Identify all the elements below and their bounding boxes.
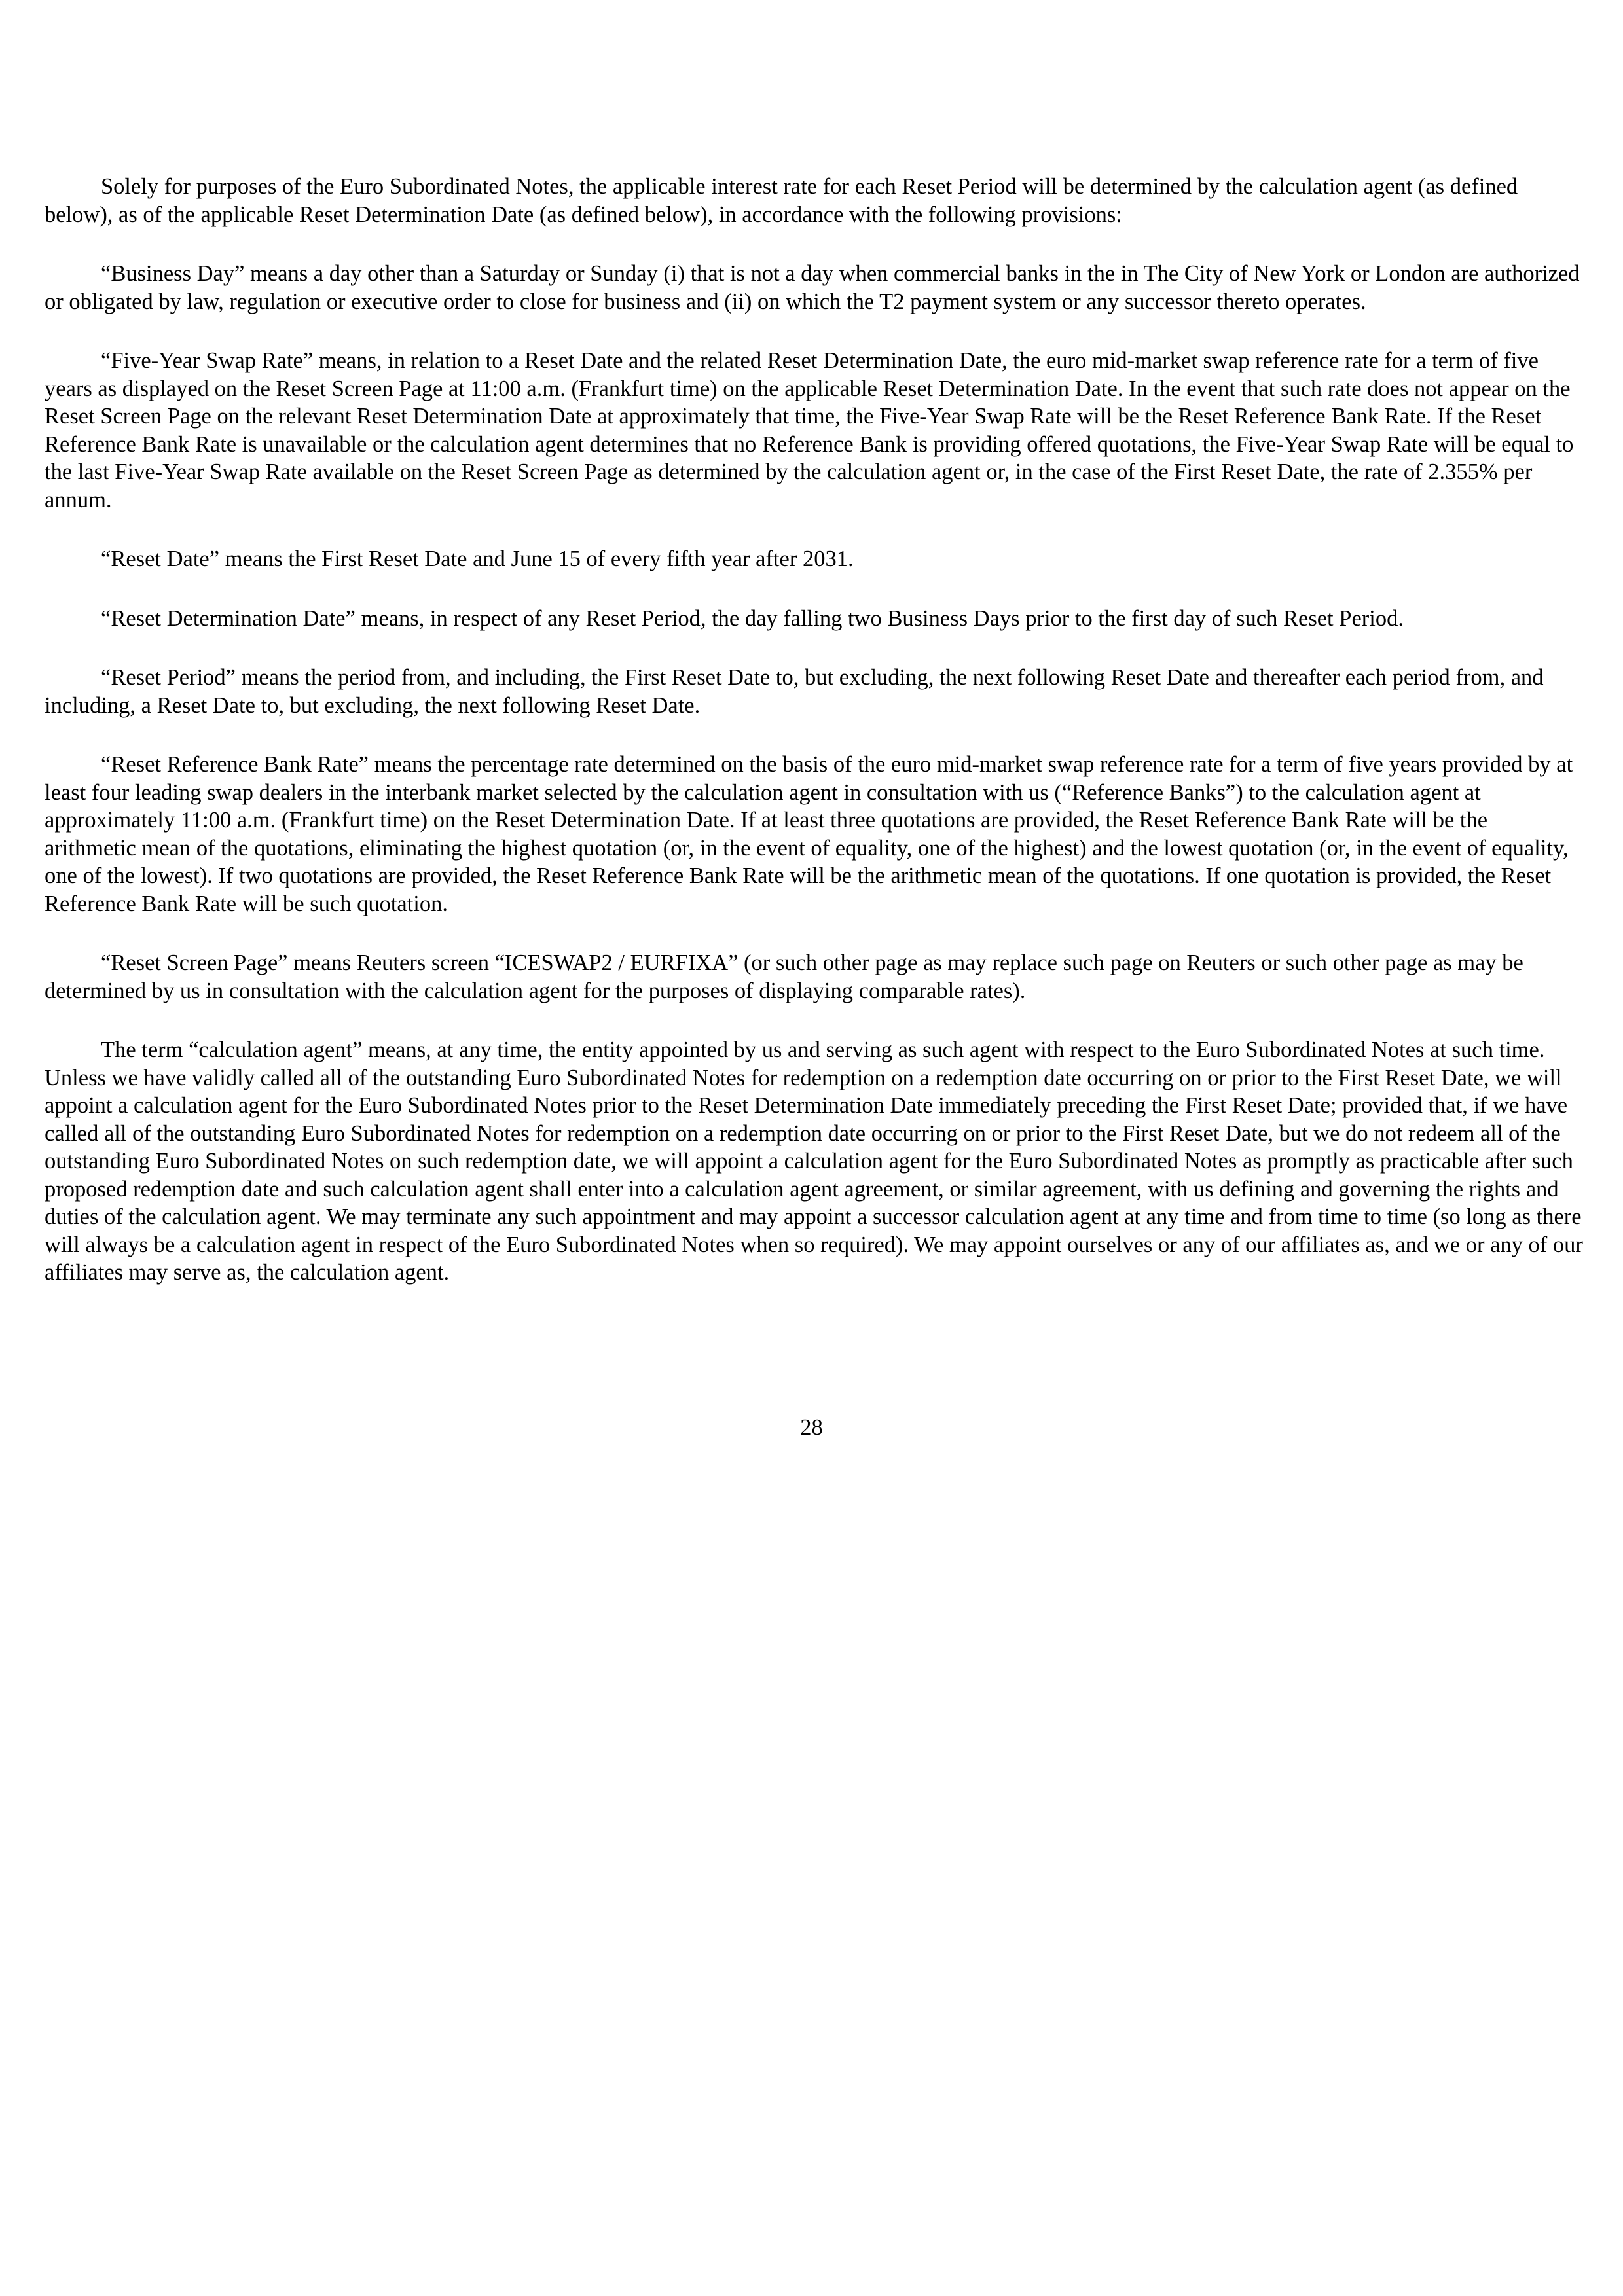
- paragraph-reset-determination-date: “Reset Determination Date” means, in respect of any Reset Period, the day falling two Business Days prior to the first day of such Reset Period.: [101, 605, 1404, 631]
- paragraph-reset-reference-bank-rate: “Reset Reference Bank Rate” means the percentage rate determined on the basis of the euro mid-market swap reference rate for a term of five years provided by at least four leading swap dealers in the interbank market selected by the calculation agent in consultation with us (“Reference Banks”) to the calculation agent at approximately 11:00 a.m. (Frankfurt time) on the Reset Determination Date. If at least three quotations are provided, the Reset Reference Bank Rate will be the arithmetic mean of the quotations, eliminating the highest quotation (or, in the event of equality, one of the highest) and the lowest quotation (or, in the event of equality, one of the lowest). If two quotations are provided, the Reset Reference Bank Rate will be the arithmetic mean of the quotations. If one quotation is provided, the Reset Reference Bank Rate will be such quotation.: [45, 752, 1573, 916]
- document-body: [45, 173, 1584, 1318]
- paragraph-reset-period: “Reset Period” means the period from, and including, the First Reset Date to, but excluding, the next following Reset Date and thereafter each period from, and including, a Reset Date to, but excluding, the next following Reset Date.: [45, 665, 1544, 718]
- paragraph-intro: Solely for purposes of the Euro Subordinated Notes, the applicable interest rate for each Reset Period will be determined by the calculation agent (as defined below), as of the applicable Reset Determination Date (as defined below), in accordance with the following provisions:: [45, 174, 1518, 227]
- paragraph-calculation-agent: The term “calculation agent” means, at any time, the entity appointed by us and serving as such agent with respect to the Euro Subordinated Notes at such time. Unless we have validly called all of the outstanding Euro Subordinated Notes for redemption on a redemption date occurring on or prior to the First Reset Date, we will appoint a calculation agent for the Euro Subordinated Notes prior to the Reset Determination Date immediately preceding the First Reset Date; provided that, if we have called all of the outstanding Euro Subordinated Notes for redemption on a redemption date occurring on or prior to the First Reset Date, but we do not redeem all of the outstanding Euro Subordinated Notes on such redemption date, we will appoint a calculation agent for the Euro Subordinated Notes as promptly as practicable after such proposed redemption date and such calculation agent shall enter into a calculation agent agreement, or similar agreement, with us defining and governing the rights and duties of the calculation agent. We may terminate any such appointment and may appoint a successor calculation agent at any time and from time to time (so long as there will always be a calculation agent in respect of the Euro Subordinated Notes when so required). We may appoint ourselves or any of our affiliates as, and we or any of our affiliates may serve as, the calculation agent.: [45, 1037, 1583, 1285]
- paragraph-business-day: “Business Day” means a day other than a Saturday or Sunday (i) that is not a day when commercial banks in the in The City of New York or London are authorized or obligated by law, regulation or executive order to close for business and (ii) on which the T2 payment system or any successor thereto operates.: [45, 261, 1580, 314]
- page-number: 28: [800, 1415, 823, 1440]
- paragraph-five-year-swap-rate: “Five-Year Swap Rate” means, in relation to a Reset Date and the related Reset Determination Date, the euro mid-market swap reference rate for a term of five years as displayed on the Reset Screen Page at 11:00 a.m. (Frankfurt time) on the applicable Reset Determination Date. In the event that such rate does not appear on the Reset Screen Page on the relevant Reset Determination Date at approximately that time, the Five-Year Swap Rate will be the Reset Reference Bank Rate. If the Reset Reference Bank Rate is unavailable or the calculation agent determines that no Reference Bank is providing offered quotations, the Five-Year Swap Rate will be equal to the last Five-Year Swap Rate available on the Reset Screen Page as determined by the calculation agent or, in the case of the First Reset Date, the rate of 2.355% per annum.: [45, 348, 1574, 512]
- paragraph-reset-date: “Reset Date” means the First Reset Date and June 15 of every fifth year after 2031.: [101, 547, 854, 571]
- paragraph-reset-screen-page: “Reset Screen Page” means Reuters screen “ICESWAP2 / EURFIXA” (or such other page as may replace such page on Reuters or such other page as may be determined by us in consultation with the calculation agent for the purposes of displaying comparable rates).: [45, 950, 1523, 1003]
